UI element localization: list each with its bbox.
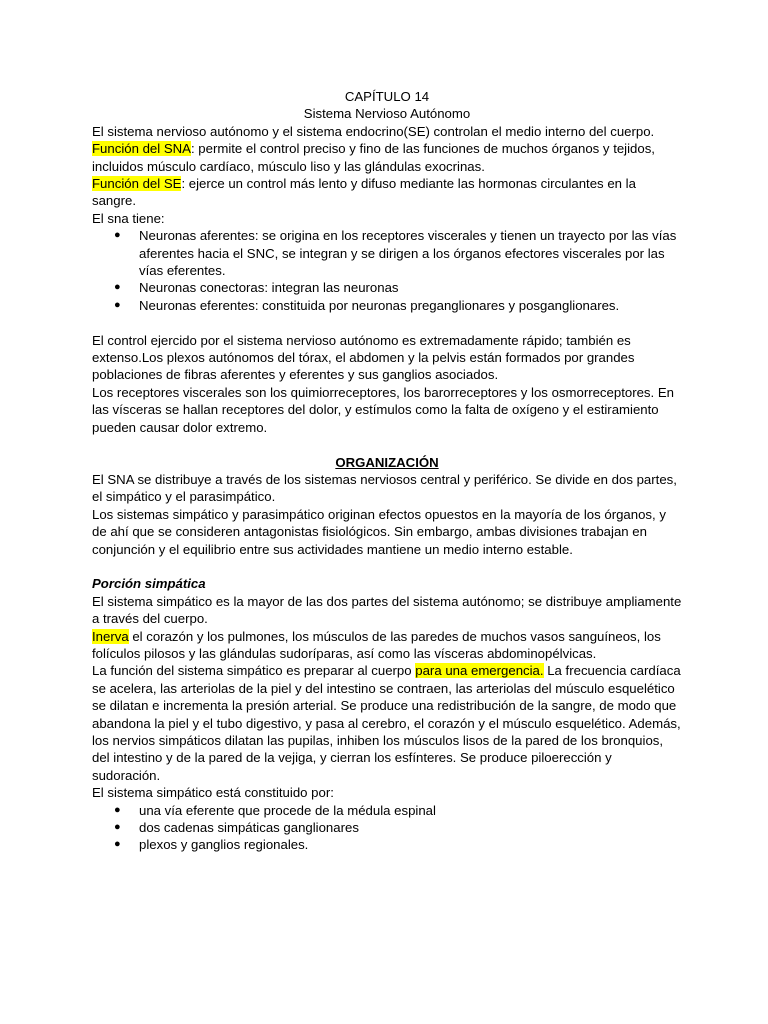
- blank-line: [92, 314, 682, 331]
- list-item-text: Neuronas conectoras: integran las neuronas: [139, 280, 399, 296]
- bullet-icon: ●: [114, 838, 121, 851]
- control-paragraph: El control ejercido por el sistema nervioso autónomo es extremadamente rápido; también es extenso.Los plexos autónomos del tórax, el abdomen y la pelvis están formados por grandes poblaciones de fibras aferentes y eferentes y sus ganglios asociados.: [92, 332, 635, 383]
- inerva-highlight: Inerva: [92, 628, 129, 644]
- list-item-text: dos cadenas simpáticas ganglionares: [139, 820, 359, 836]
- list-item-text: Neuronas eferentes: constituida por neuronas preganglionares y posganglionares.: [139, 297, 620, 313]
- blank-line: [92, 436, 682, 453]
- list-item: [92, 297, 682, 314]
- organizacion-paragraph-2: Los sistemas simpático y parasimpático originan efectos opuestos en la mayoría de los órganos, y de ahí que se consideren antagonistas fisiológicos. Sin embargo, ambas divisiones trabajan en conjunción y el equilibrio entre sus actividades mantiene un medio interno estable.: [92, 506, 666, 557]
- funcion-simpatica-pre: La función del sistema simpático es preparar al cuerpo: [92, 663, 416, 679]
- list-item: [92, 819, 682, 836]
- inerva-paragraph: [92, 628, 682, 663]
- bullet-icon: ●: [114, 229, 121, 242]
- blank-line: [92, 558, 682, 575]
- list-item: [92, 279, 682, 296]
- chapter-subtitle: Sistema Nervioso Autónomo: [303, 106, 471, 122]
- list-item: [92, 802, 682, 819]
- bullet-icon: ●: [114, 281, 121, 294]
- sna-tiene-line: El sna tiene:: [92, 210, 165, 226]
- intro-paragraph: El sistema nervioso autónomo y el sistema endocrino(SE) controlan el medio interno del cuerpo.: [92, 123, 655, 139]
- funcion-sna-highlight: Función del SNA: [92, 141, 191, 157]
- funcion-se-paragraph: [92, 175, 682, 210]
- bullet-icon: ●: [114, 298, 121, 311]
- neuronas-list: [92, 227, 682, 314]
- list-item: [92, 836, 682, 853]
- bullet-icon: ●: [114, 821, 121, 834]
- document-page: [92, 88, 682, 854]
- inerva-text: el corazón y los pulmones, los músculos de las paredes de muchos vasos sanguíneos, los folículos pilosos y las glándulas sudoríparas, así como las vísceras abdominopélvicas.: [92, 628, 661, 661]
- receptores-paragraph: Los receptores viscerales son los quimiorreceptores, los barorreceptores y los osmorreceptores. En las vísceras se hallan receptores del dolor, y estímulos como la falta de oxígeno y el estiramiento pueden causar dolor extremo.: [92, 384, 674, 435]
- funcion-sna-paragraph: [92, 140, 682, 175]
- funcion-se-text: : ejerce un control más lento y difuso mediante las hormonas circulantes en la sangre.: [92, 176, 636, 209]
- componentes-list: [92, 802, 682, 854]
- emergencia-highlight: para una emergencia.: [415, 663, 544, 679]
- chapter-title: CAPÍTULO 14: [344, 89, 430, 104]
- list-item-text: Neuronas aferentes: se origina en los receptores viscerales y tienen un trayecto por las vías aferentes hacia el SNC, se integran y se dirigen a los órganos efectores viscerales por las vías eferentes.: [139, 228, 677, 279]
- list-item: [92, 227, 682, 279]
- funcion-sna-text: : permite el control preciso y fino de las funciones de muchos órganos y tejidos, incluidos músculo cardíaco, músculo liso y las glándulas exocrinas.: [92, 141, 655, 174]
- list-item-text: plexos y ganglios regionales.: [139, 837, 309, 853]
- organizacion-paragraph-1: El SNA se distribuye a través de los sistemas nerviosos central y periférico. Se divide en dos partes, el simpático y el parasimpático.: [92, 471, 677, 505]
- list-item-text: una vía eferente que procede de la médula espinal: [139, 802, 436, 818]
- constituido-line: El sistema simpático está constituido por:: [92, 785, 334, 801]
- simpatica-paragraph-1: El sistema simpático es la mayor de las dos partes del sistema autónomo; se distribuye ampliamente a través del cuerpo.: [92, 593, 682, 627]
- funcion-simpatica-paragraph: [92, 662, 682, 784]
- bullet-icon: ●: [114, 803, 121, 816]
- section-heading-organizacion: ORGANIZACIÓN: [335, 454, 439, 470]
- section-heading-simpatica: Porción simpática: [92, 576, 206, 592]
- funcion-se-highlight: Función del SE: [92, 176, 182, 192]
- funcion-simpatica-post: La frecuencia cardíaca se acelera, las arteriolas de la piel y del intestino se contraen, las arteriolas del músculo esquelético se dilatan e incrementa la presión arterial. Se produce una redistribución de la sangre, de modo que abandona la piel y el tubo digestivo, y pasa al cerebro, el corazón y el músculo esquelético. Además, los nervios simpáticos dilatan las pupilas, inhiben los músculos lisos de la pared de los bronquios, del intestino y de la pared de la vejiga, y cierran los esfínteres. Se produce piloerección y sudoración.: [92, 663, 681, 783]
